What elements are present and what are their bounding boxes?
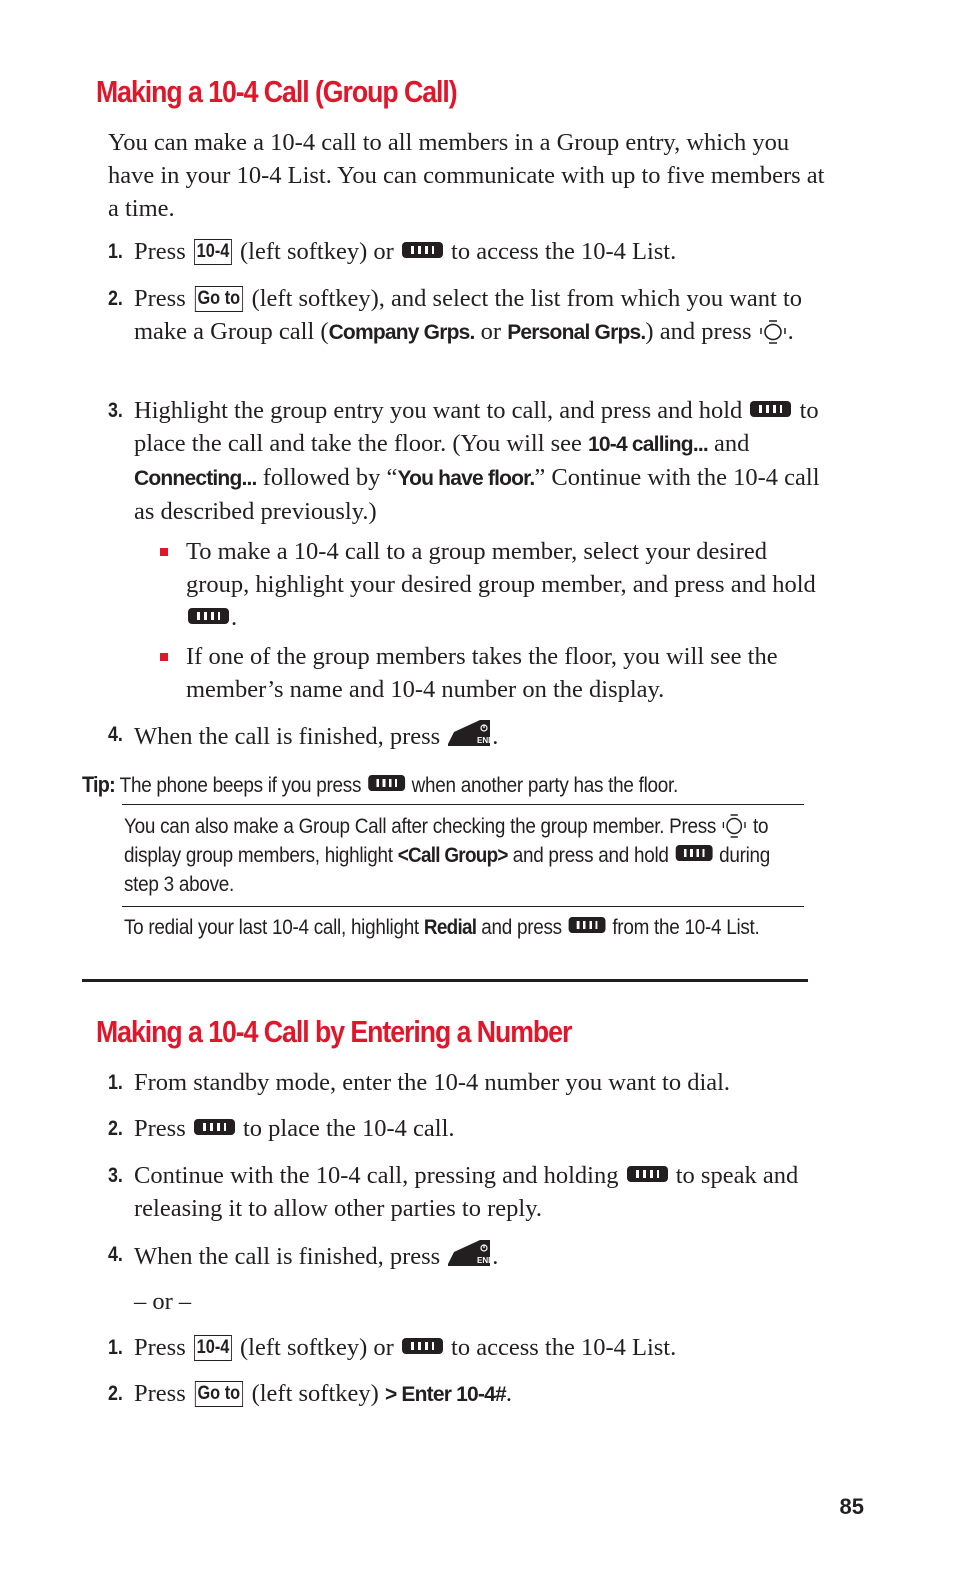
step-text: (left softkey) — [245, 1380, 385, 1407]
ptt-key-icon — [627, 1166, 668, 1182]
tip-text: during step 3 above. — [124, 844, 771, 896]
svg-text:END: END — [477, 736, 495, 745]
step-text: Press — [134, 1334, 192, 1361]
step-2 — [108, 1112, 828, 1145]
softkey-label: 10-4 — [194, 239, 232, 265]
bullet-square-icon — [160, 548, 168, 556]
tip-divider — [122, 906, 804, 907]
tip-text: and press — [476, 916, 567, 939]
step-2 — [108, 282, 828, 349]
step-text: When the call is finished, press — [134, 723, 447, 750]
ptt-key-icon — [569, 917, 606, 933]
navigation-key-icon — [721, 813, 748, 839]
menu-option: Personal Grps. — [507, 321, 646, 344]
step-1 — [108, 1066, 828, 1099]
tip-3 — [124, 913, 884, 942]
tip-text: and press and hold — [507, 844, 674, 867]
end-key-icon — [446, 718, 495, 748]
step-text: or — [474, 318, 508, 345]
step-text: Highlight the group entry you want to call, and press and hold — [134, 397, 749, 424]
step-text: to speak and releasing it to allow other parties to reply. — [134, 1162, 799, 1222]
ptt-key-icon — [194, 1119, 235, 1135]
step-text: From standby mode, enter the 10-4 number you want to dial. — [134, 1069, 731, 1096]
tip-2 — [124, 812, 884, 899]
screen-message: You have floor. — [397, 467, 535, 490]
step-text: ” Continue with the 10-4 call as described previously.) — [134, 464, 820, 525]
step-number: 1. — [108, 1336, 123, 1359]
softkey-label: 10-4 — [194, 1335, 232, 1361]
step-text: . — [492, 1243, 499, 1270]
ptt-key-icon — [402, 1338, 443, 1354]
screen-message: Connecting... — [134, 467, 257, 490]
tip-text: The phone beeps if you press — [115, 774, 367, 797]
bullet-item — [160, 640, 820, 706]
step-number: 2. — [108, 1117, 123, 1140]
bullet-text: If one of the group members takes the floor, you will see the member’s name and 10-4 number on the display. — [186, 643, 778, 703]
section-heading-enter-number: Making a 10-4 Call by Entering a Number — [96, 1014, 572, 1049]
tip-1 — [82, 770, 842, 800]
bullet-text: To make a 10-4 call to a group member, select your desired group, highlight your desired group member, and press and hold — [186, 538, 816, 598]
step-number: 4. — [108, 723, 123, 746]
ptt-key-icon — [188, 608, 229, 624]
navigation-key-icon — [758, 319, 788, 345]
step-3 — [108, 394, 828, 528]
ptt-key-icon — [368, 775, 405, 791]
step-text: to access the 10-4 List. — [444, 1334, 677, 1361]
step-text: followed by “ — [256, 464, 398, 491]
step-4 — [108, 1238, 828, 1273]
menu-option: Company Grps. — [328, 321, 475, 344]
tip-text: from the 10-4 List. — [607, 916, 760, 939]
step-text: When the call is finished, press — [134, 1243, 447, 1270]
ptt-key-icon — [675, 845, 712, 861]
tip-text: To redial your last 10-4 call, highlight — [124, 916, 424, 939]
screen-message: 10-4 calling... — [588, 433, 708, 456]
step-text: . — [492, 723, 499, 750]
menu-option: > Enter 10-4# — [384, 1383, 506, 1406]
bullet-text: . — [231, 604, 238, 631]
page-number: 85 — [839, 1494, 864, 1519]
menu-option: Redial — [423, 916, 477, 939]
step-text: Press — [134, 1115, 192, 1142]
step-text: Press — [134, 1380, 192, 1407]
intro-paragraph: You can make a 10-4 call to all members in a Group entry, which you have in your 10-4 List. You can communicate with up to five members at a time. — [108, 129, 825, 222]
ptt-key-icon — [402, 242, 443, 258]
step-text: Press — [134, 238, 192, 265]
tip-divider — [122, 804, 804, 805]
step-text: to place the 10-4 call. — [236, 1115, 455, 1142]
step-text: Press — [134, 285, 192, 312]
alt-step-1 — [108, 1331, 828, 1364]
or-separator: – or – — [134, 1288, 192, 1315]
softkey-label: Go to — [195, 286, 243, 312]
step-number: 2. — [108, 287, 123, 310]
step-text: . — [787, 318, 794, 345]
step-text: (left softkey) or — [233, 1334, 400, 1361]
bullet-square-icon — [160, 653, 168, 661]
section-heading-group-call: Making a 10-4 Call (Group Call) — [96, 74, 457, 109]
menu-option: <Call Group> — [397, 844, 508, 867]
step-text: to access the 10-4 List. — [444, 238, 677, 265]
svg-text:END: END — [477, 1256, 495, 1265]
step-number: 1. — [108, 240, 123, 263]
step-text: . — [505, 1380, 512, 1407]
step-text: (left softkey), and select the list from which you want to make a Group call ( — [134, 285, 803, 345]
tip-text: You can also make a Group Call after checking the group member. Press — [124, 815, 722, 838]
step-number: 4. — [108, 1243, 123, 1266]
step-4 — [108, 718, 828, 753]
step-text: and — [707, 430, 750, 457]
alt-step-2 — [108, 1377, 828, 1411]
step-text: Continue with the 10-4 call, pressing and holding — [134, 1162, 625, 1189]
step-3 — [108, 1159, 828, 1225]
step-number: 3. — [108, 1164, 123, 1187]
tip-text: when another party has the floor. — [406, 774, 678, 797]
step-number: 3. — [108, 399, 123, 422]
tip-text: to display group members, highlight — [124, 815, 769, 867]
step-text: ) and press — [645, 318, 758, 345]
ptt-key-icon — [750, 401, 791, 417]
step-1 — [108, 235, 828, 268]
tip-label: Tip: — [82, 772, 116, 797]
softkey-label: Go to — [195, 1381, 243, 1407]
step-number: 2. — [108, 1382, 123, 1405]
tip-box-bottom-rule — [82, 979, 808, 982]
step-text: (left softkey) or — [233, 238, 400, 265]
step-number: 1. — [108, 1071, 123, 1094]
end-key-icon — [446, 1238, 495, 1268]
step-text: to place the call and take the floor. (You will see — [134, 397, 819, 457]
bullet-item — [160, 535, 820, 634]
